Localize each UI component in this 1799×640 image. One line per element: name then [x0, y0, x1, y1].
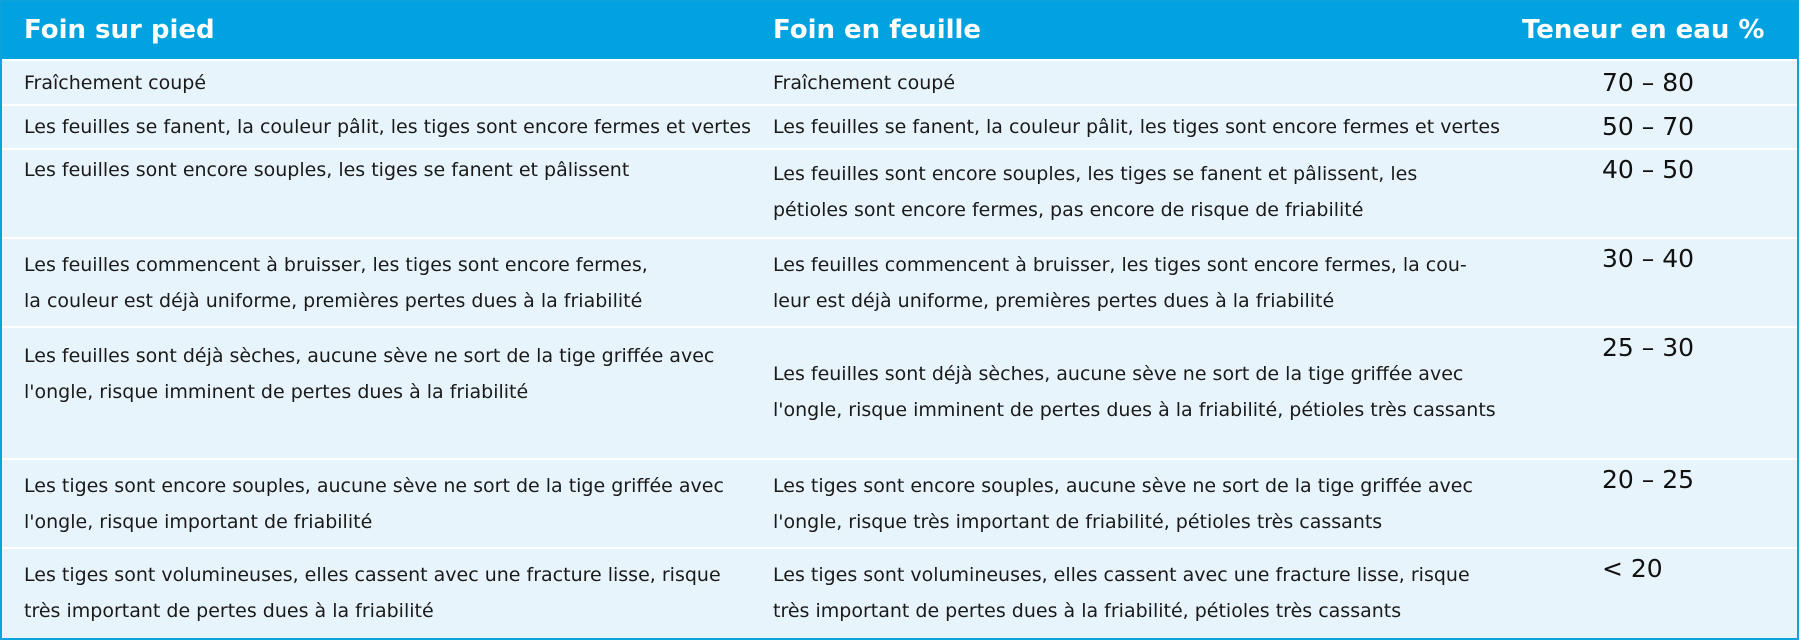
leaf-cell	[773, 156, 1417, 228]
water-cell: 30 – 40	[1602, 244, 1695, 273]
header-water-content: Teneur en eau %	[1522, 15, 1765, 45]
header-standing-hay: Foin sur pied	[24, 15, 215, 45]
cell-line: Les feuilles se fanent, la couleur pâlit, les tiges sont encore fermes et vertes	[773, 116, 1501, 138]
cell-line: la couleur est déjà uniforme, premières pertes dues à la friabilité	[24, 290, 643, 312]
water-cell: 50 – 70	[1602, 112, 1695, 141]
leaf-cell	[773, 468, 1473, 540]
cell-line: Les feuilles sont déjà sèches, aucune sève ne sort de la tige griffée avec	[773, 363, 1464, 385]
cell-line: Les tiges sont encore souples, aucune sève ne sort de la tige griffée avec	[773, 475, 1473, 497]
table-row	[2, 59, 1797, 104]
cell-line: Fraîchement coupé	[773, 72, 956, 94]
leaf-cell	[773, 557, 1470, 629]
water-cell: 20 – 25	[1602, 465, 1695, 494]
table-row	[2, 104, 1797, 148]
standing-cell	[24, 557, 721, 629]
cell-line: Les feuilles commencent à bruisser, les tiges sont encore fermes, la cou-	[773, 254, 1467, 276]
leaf-cell	[773, 65, 955, 101]
cell-line: l'ongle, risque imminent de pertes dues à la friabilité, pétioles très cassants	[773, 399, 1496, 421]
standing-cell	[24, 338, 714, 410]
cell-line: Les feuilles sont encore souples, les tiges se fanent et pâlissent, les	[773, 163, 1418, 185]
cell-line: très important de pertes dues à la friabilité, pétioles très cassants	[773, 600, 1402, 622]
table-row	[2, 148, 1797, 237]
cell-line: Les feuilles sont encore souples, les tiges se fanent et pâlissent	[24, 159, 630, 181]
cell-line: Les tiges sont encore souples, aucune sève ne sort de la tige griffée avec	[24, 475, 724, 497]
cell-line: Les feuilles commencent à bruisser, les tiges sont encore fermes,	[24, 254, 648, 276]
cell-line: leur est déjà uniforme, premières pertes dues à la friabilité	[773, 290, 1335, 312]
cell-line: pétioles sont encore fermes, pas encore de risque de friabilité	[773, 199, 1364, 221]
leaf-cell	[773, 109, 1500, 145]
water-cell: 40 – 50	[1602, 155, 1695, 184]
standing-cell	[24, 152, 629, 188]
table-row	[2, 458, 1797, 547]
cell-line: Les tiges sont volumineuses, elles cassent avec une fracture lisse, risque	[24, 564, 721, 586]
standing-cell	[24, 109, 751, 145]
water-cell: < 20	[1602, 554, 1663, 583]
cell-line: très important de pertes dues à la friabilité	[24, 600, 434, 622]
standing-cell	[24, 65, 206, 101]
water-cell: 25 – 30	[1602, 333, 1695, 362]
table-row	[2, 326, 1797, 458]
leaf-cell	[773, 247, 1467, 319]
standing-cell	[24, 247, 648, 319]
table-row	[2, 547, 1797, 638]
cell-line: Fraîchement coupé	[24, 72, 207, 94]
cell-line: Les feuilles se fanent, la couleur pâlit, les tiges sont encore fermes et vertes	[24, 116, 752, 138]
cell-line: l'ongle, risque important de friabilité	[24, 511, 373, 533]
standing-cell	[24, 468, 724, 540]
leaf-cell	[773, 356, 1496, 428]
header-leaf-hay: Foin en feuille	[773, 15, 982, 45]
table-row	[2, 237, 1797, 326]
cell-line: l'ongle, risque imminent de pertes dues à la friabilité	[24, 381, 529, 403]
water-cell: 70 – 80	[1602, 68, 1695, 97]
cell-line: Les tiges sont volumineuses, elles cassent avec une fracture lisse, risque	[773, 564, 1470, 586]
cell-line: Les feuilles sont déjà sèches, aucune sève ne sort de la tige griffée avec	[24, 345, 715, 367]
cell-line: l'ongle, risque très important de friabilité, pétioles très cassants	[773, 511, 1383, 533]
table-header	[2, 2, 1797, 59]
